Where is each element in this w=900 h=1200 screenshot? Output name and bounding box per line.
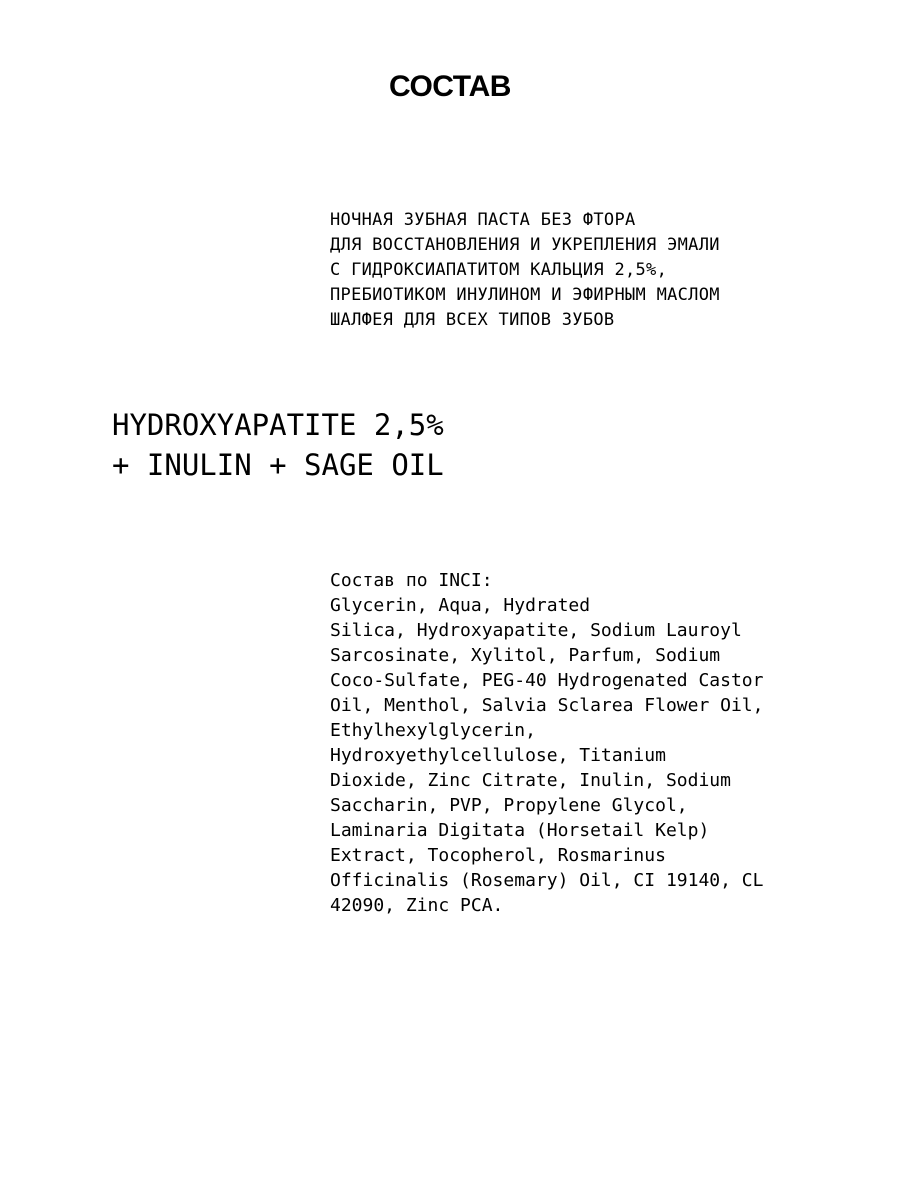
inci-ingredients	[330, 568, 870, 918]
inci-line: Silica, Hydroxyapatite, Sodium Lauroyl	[330, 620, 742, 641]
inci-line: Dioxide, Zinc Citrate, Inulin, Sodium	[330, 770, 731, 791]
product-name	[112, 405, 612, 485]
inci-line: Saccharin, PVP, Propylene Glycol,	[330, 795, 688, 816]
inci-line: Ethylhexylglycerin,	[330, 720, 536, 741]
inci-line: 42090, Zinc PCA.	[330, 895, 504, 916]
inci-line: Glycerin, Aqua, Hydrated	[330, 595, 591, 616]
inci-line: Extract, Tocopherol, Rosmarinus	[330, 845, 666, 866]
description-line: ШАЛФЕЯ ДЛЯ ВСЕХ ТИПОВ ЗУБОВ	[330, 310, 615, 330]
description-line: ДЛЯ ВОССТАНОВЛЕНИЯ И УКРЕПЛЕНИЯ ЭМАЛИ	[330, 235, 720, 255]
inci-line: Coco-Sulfate, PEG-40 Hydrogenated Castor	[330, 670, 764, 691]
description-line: ПРЕБИОТИКОМ ИНУЛИНОМ И ЭФИРНЫМ МАСЛОМ	[330, 285, 720, 305]
product-name-line: + INULIN + SAGE OIL	[112, 448, 444, 482]
inci-line: Laminaria Digitata (Horsetail Kelp)	[330, 820, 710, 841]
inci-line: Oil, Menthol, Salvia Sclarea Flower Oil,	[330, 695, 764, 716]
page-title: СОСТАВ	[389, 70, 511, 103]
inci-heading: Состав по INCI:	[330, 570, 493, 591]
product-name-line: HYDROXYAPATITE 2,5%	[112, 408, 444, 442]
inci-line: Hydroxyethylcellulose, Titanium	[330, 745, 666, 766]
description-line: С ГИДРОКСИАПАТИТОМ КАЛЬЦИЯ 2,5%,	[330, 260, 668, 280]
inci-line: Officinalis (Rosemary) Oil, CI 19140, CL	[330, 870, 764, 891]
inci-line: Sarcosinate, Xylitol, Parfum, Sodium	[330, 645, 721, 666]
description-line: НОЧНАЯ ЗУБНАЯ ПАСТА БЕЗ ФТОРА	[330, 210, 636, 230]
product-description	[330, 208, 850, 333]
